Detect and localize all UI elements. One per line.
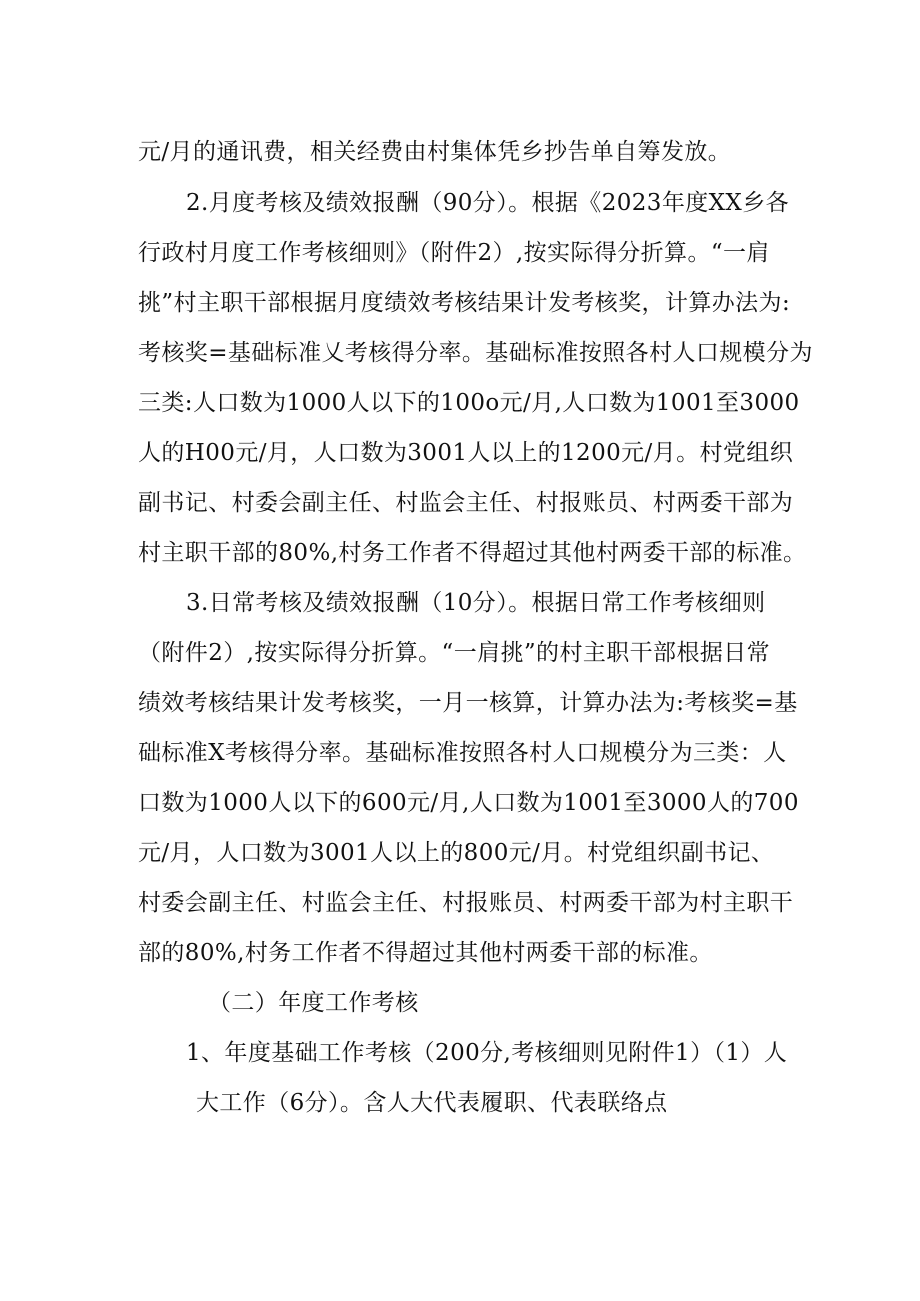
text-line-12: 绩效考核结果计发考核奖，一月一核算，计算办法为:考核奖=基 bbox=[138, 690, 798, 716]
text-line-11: （附件2）,按实际得分折算。“一肩挑”的村主职干部根据日常 bbox=[138, 640, 771, 666]
text-line-14: 口数为1000人以下的600元/月,人口数为1001至3000人的700 bbox=[138, 790, 799, 816]
text-line-4: 挑”村主职干部根据月度绩效考核结果计发考核奖，计算办法为: bbox=[138, 290, 791, 316]
text-line-15: 元/月，人口数为3001人以上的800元/月。村党组织副书记、 bbox=[138, 840, 775, 866]
text-line-20: 大工作（6分）。含人大代表履职、代表联络点 bbox=[196, 1090, 668, 1116]
text-line-5: 考核奖=基础标准乂考核得分率。基础标准按照各村人口规模分为 bbox=[138, 340, 813, 366]
text-line-7: 人的H00元/月，人口数为3001人以上的1200元/月。村党组织 bbox=[138, 440, 794, 466]
text-line-3: 行政村月度工作考核细则》（附件2）,按实际得分折算。“一肩 bbox=[138, 240, 770, 266]
text-line-17: 部的80%,村务工作者不得超过其他村两委干部的标准。 bbox=[138, 940, 713, 966]
text-line-9: 村主职干部的80%,村务工作者不得超过其他村两委干部的标准。 bbox=[138, 540, 807, 566]
text-line-8: 副书记、村委会副主任、村监会主任、村报账员、村两委干部为 bbox=[138, 490, 794, 516]
text-line-16: 村委会副主任、村监会主任、村报账员、村两委干部为村主职干 bbox=[138, 890, 794, 916]
text-line-6: 三类:人口数为1000人以下的100o元/月,人口数为1001至3000 bbox=[138, 390, 800, 416]
text-line-2: 2.月度考核及绩效报酬（90分）。根据《2023年度XX乡各 bbox=[186, 190, 789, 216]
section-heading: （二）年度工作考核 bbox=[208, 990, 419, 1016]
text-line-13: 础标准X考核得分率。基础标准按照各村人口规模分为三类：人 bbox=[138, 740, 787, 766]
text-line-19: 1、年度基础工作考核（200分,考核细则见附件1）（1）人 bbox=[186, 1040, 788, 1066]
text-line-1: 元/月的通讯费，相关经费由村集体凭乡抄告单自筹发放。 bbox=[138, 139, 732, 165]
text-line-10: 3.日常考核及绩效报酬（10分）。根据日常工作考核细则 bbox=[186, 590, 766, 616]
